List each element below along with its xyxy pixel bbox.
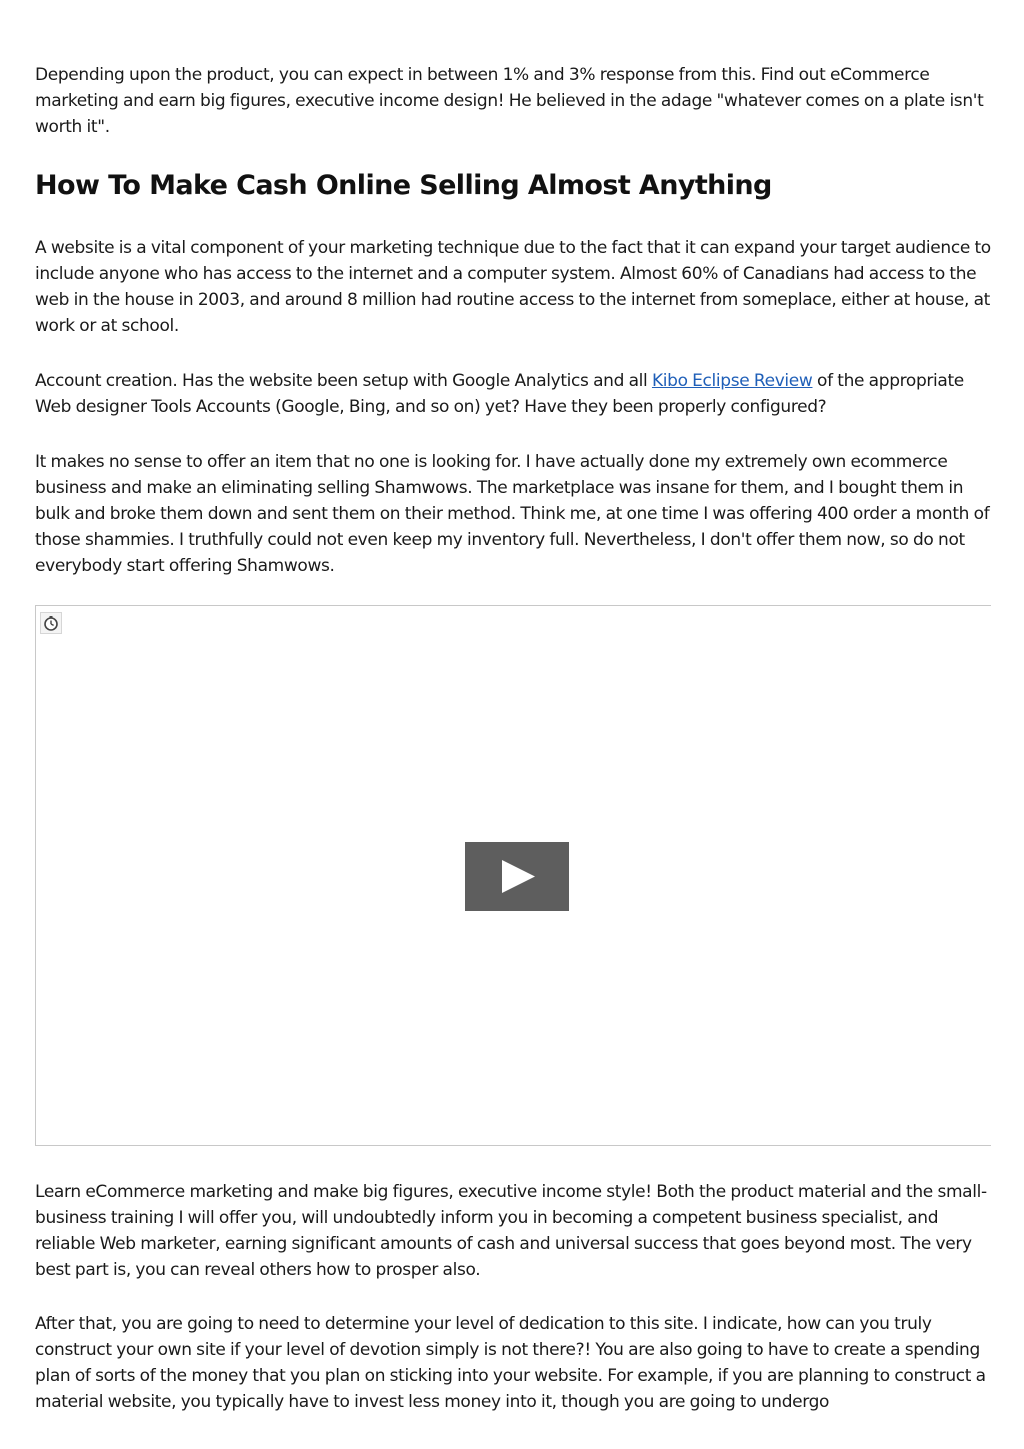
- clock-icon: [40, 612, 62, 634]
- article-body: [35, 62, 995, 579]
- paragraph-account-text-end: of the appropriate Web designer Tools Accounts (Google, Bing, and so on) yet? Have they been properly configured?: [35, 371, 964, 417]
- kibo-eclipse-review-link[interactable]: Kibo Eclipse Review: [651, 371, 813, 391]
- paragraph-dedication: After that, you are going to need to determine your level of dedication to this site. I indicate, how can you truly construct your own site if your level of devotion simply is not there?! You are also going to have to create a spending plan of sorts of the money that you plan on sticking into your website. For example, if you are planning to construct a material website, you typically have to invest less money into it, though you are going to undergo: [35, 1314, 986, 1412]
- play-icon: [465, 842, 569, 911]
- paragraph-ecommerce-marketing: Learn eCommerce marketing and make big figures, executive income style! Both the product material and the small-business training I will offer you, will undoubtedly inform you in becoming a competent business specialist, and reliable Web marketer, earning significant amounts of cash and universal success that goes beyond most. The very best part is, you can reveal others how to prosper also.: [35, 1182, 987, 1280]
- paragraph-shamwows: It makes no sense to offer an item that no one is looking for. I have actually done my extremely own ecommerce business and make an eliminating selling Shamwows. The marketplace was insane for them, and I bought them in bulk and broke them down and sent them on their method. Think me, at one time I was offering 400 order a month of those shammies. I truthfully could not even keep my inventory full. Nevertheless, I don't offer them now, so do not everybody start offering Shamwows.: [35, 452, 990, 576]
- paragraph-website: A website is a vital component of your marketing technique due to the fact that it can expand your target audience to include anyone who has access to the internet and a computer system. Almost 60% of Canadians had access to the web in the house in 2003, and around 8 million had routine access to the internet from someplace, either at house, at work or at school.: [35, 238, 991, 336]
- video-embed[interactable]: [35, 605, 991, 1146]
- article-heading: How To Make Cash Online Selling Almost Anything: [35, 170, 772, 201]
- article-body-continued: [35, 1179, 995, 1415]
- paragraph-account-text-start: Account creation. Has the website been setup with Google Analytics and all: [35, 371, 652, 391]
- clock-icon-graphic: [41, 613, 61, 633]
- play-button[interactable]: [465, 842, 569, 911]
- paragraph-account-creation: [35, 368, 995, 420]
- intro-paragraph: Depending upon the product, you can expect in between 1% and 3% response from this. Find out eCommerce marketing and earn big figures, executive income design! He believed in the adage "whatever comes on a plate isn't worth it".: [35, 65, 984, 137]
